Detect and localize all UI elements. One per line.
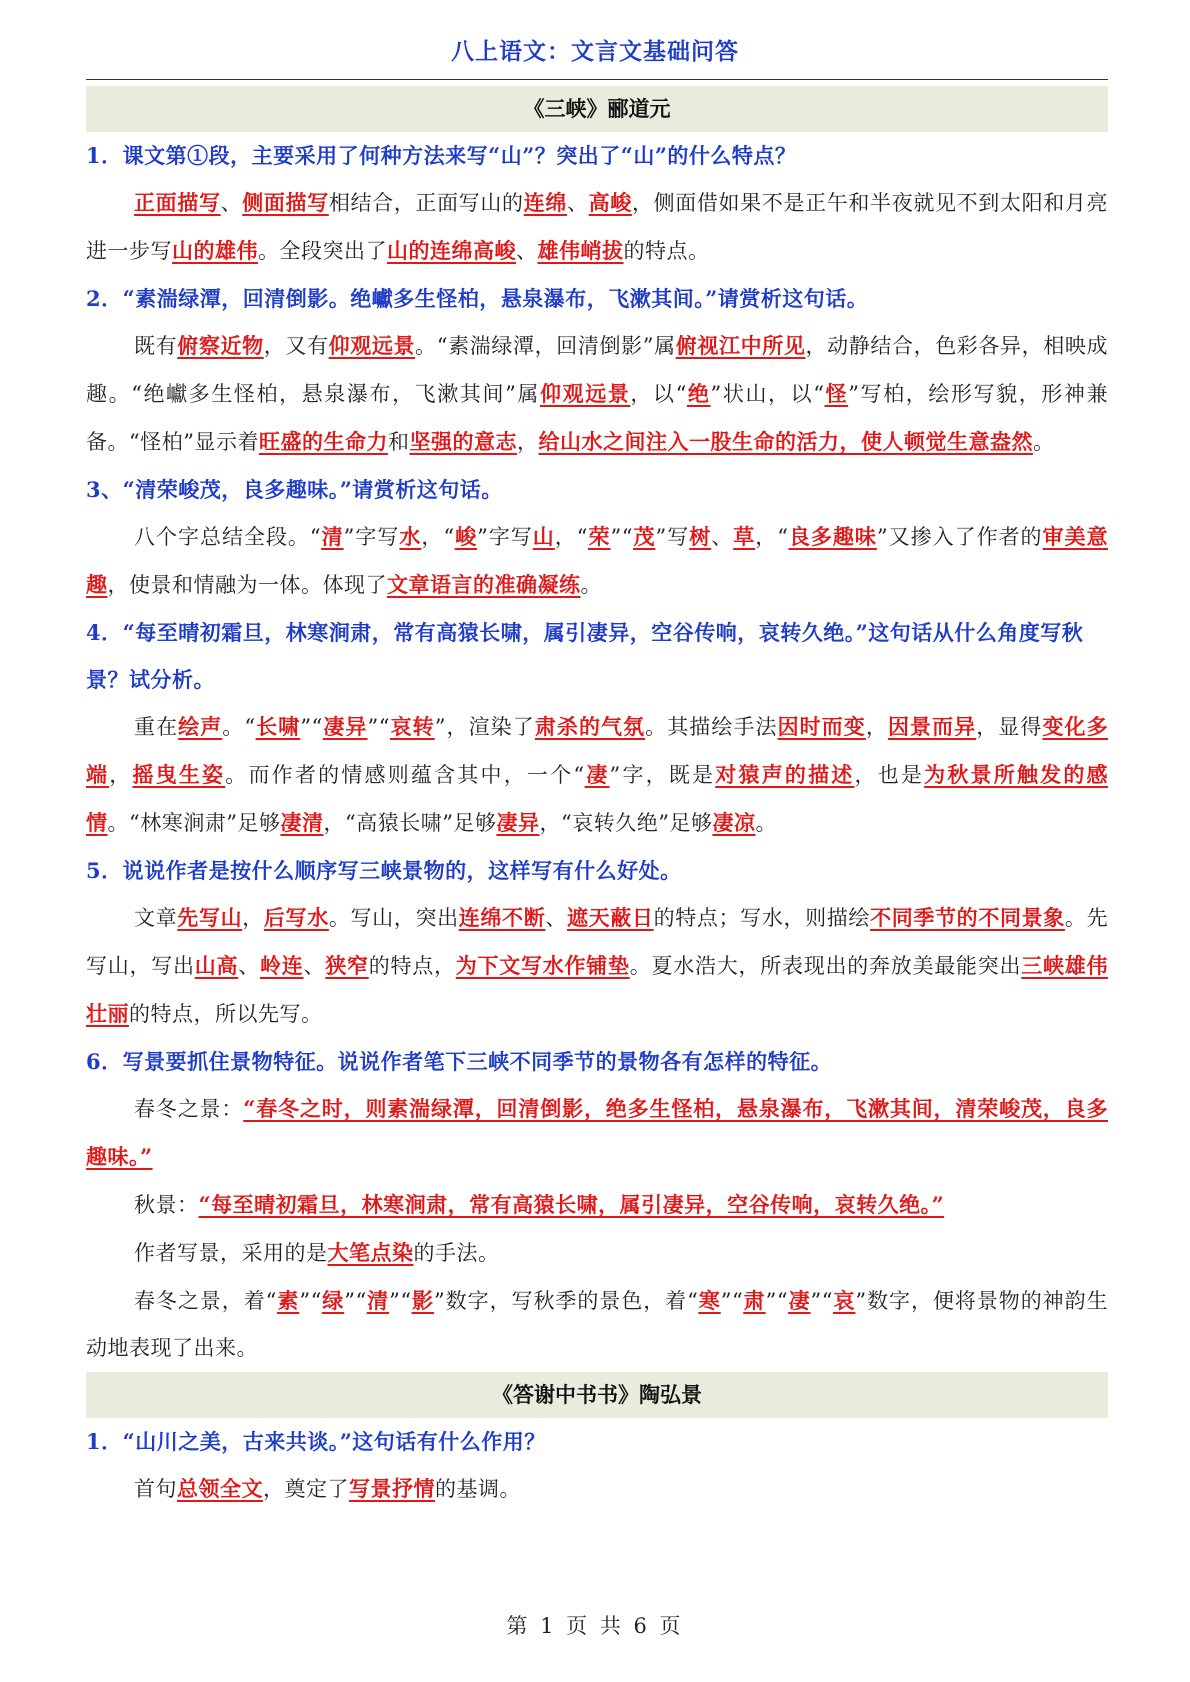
answer-text: 。“素湍绿潭，回清倒影”属 [415,334,676,358]
key-point: 仰观远景 [540,381,631,406]
answer-text: ， [242,906,264,930]
key-point: 哀 [833,1288,856,1313]
answer-text: 的特点；写水，则描绘 [653,906,871,930]
answer-text: 重在 [134,715,179,739]
answer-text: 文章 [134,906,178,930]
key-point: 荣 [588,524,611,549]
answer-paragraph [86,513,1108,609]
answer-text: 、 [516,239,538,263]
answer-paragraph [86,894,1108,1038]
key-point: 草 [733,524,756,549]
key-point: 坚强的意志 [409,429,517,454]
answer-text: ， [865,715,888,739]
answer-text: ，又有 [263,334,329,358]
answer-text: ”，渲染了 [434,715,535,739]
answer-text: ”“ [344,1289,367,1313]
key-point: 凄 [584,762,610,787]
key-point: 写景抒情 [349,1476,435,1501]
question: 1．课文第①段，主要采用了何种方法来写“山”？突出了“山”的什么特点？ [86,143,797,168]
answer-text: ”“ [389,1289,412,1313]
answer-text: 春冬之景： [134,1097,244,1121]
answer-text: 、 [566,191,589,215]
answer-text: 八个字总结全段。“ [134,525,322,549]
key-point: 长啸 [255,714,301,739]
answer-text: 。写山，突出 [328,906,459,930]
answer-text: ”状山，以“ [710,382,825,406]
answer-text: 的特点。 [623,239,710,263]
answer-text: ”“ [299,1289,322,1313]
key-point: 树 [689,524,712,549]
answer-text: 、 [303,954,326,978]
answer-text: ，“高猿长啸”足够 [323,811,497,835]
key-point: 影 [411,1288,434,1313]
answer-text: ”“ [300,715,323,739]
answer-text: ，“哀转久绝”足够 [539,811,713,835]
document-title: 八上语文：文言文基础问答 [451,38,739,65]
answer-paragraph [86,1085,1108,1181]
answer-text: ，动静结合，色彩各异，相映成趣。“绝巘多生怪柏，悬泉瀑布，飞漱其间”属 [86,334,1109,406]
answer-text: ，“ [755,525,789,549]
key-point: 绿 [321,1288,345,1313]
answer-text: 。而作者的情感则蕴含其中，一个“ [225,763,585,787]
key-point: 对猿声的描述 [715,762,855,787]
answer-text: ”写柏，绘形写貌，形神兼备。“怪柏”显示着 [86,382,1108,454]
key-point: 山 [532,524,555,549]
key-point: 凄凉 [712,810,756,835]
document-body [86,86,1108,1513]
key-point: 后写水 [263,905,329,930]
answer-text: ，也是 [854,763,925,787]
title-divider [86,79,1108,80]
page-footer: 第 1 页 共 6 页 [506,1614,684,1638]
answer-text: 、 [711,525,734,549]
answer-text: ”“ [610,525,633,549]
answer-text: 。“ [222,715,256,739]
key-point: 俯察近物 [177,333,264,358]
key-point: 山高 [194,953,239,978]
key-point: “春冬之时，则素湍绿潭，回清倒影，绝多生怪柏，悬泉瀑布，飞漱其间，清荣峻茂，良多趣味。” [86,1096,1109,1169]
answer-text: ”“ [720,1289,744,1313]
section-heading: 《三峡》郦道元 [86,86,1108,132]
answer-paragraph [86,322,1108,466]
answer-text: ”字写 [477,525,533,549]
key-point: 哀转 [390,714,435,739]
key-point: 雄伟峭拔 [537,238,624,263]
answer-paragraph [86,1465,1108,1513]
key-point: 为秋景所触发的感情 [86,762,1109,835]
key-point: 为下文写水作铺垫 [455,953,630,978]
answer-text: ， [516,430,539,454]
key-point: 文章语言的准确凝练 [387,572,581,597]
key-point: 高峻 [588,190,632,215]
answer-text: 既有 [134,334,178,358]
answer-text: ，显得 [976,715,1043,739]
section-heading: 《答谢中书书》陶弘景 [86,1372,1108,1418]
question: 2．“素湍绿潭，回清倒影。绝巘多生怪柏，悬泉瀑布，飞漱其间。”请赏析这句话。 [86,286,869,311]
key-point: 良多趣味 [788,524,877,549]
answer-text: 、 [545,906,567,930]
key-point: 审美意趣 [86,524,1109,597]
answer-paragraph [86,1181,1108,1229]
answer-text: 的特点，所以先写。 [129,1002,323,1026]
key-point: 寒 [698,1288,721,1313]
key-point: 摇曳生姿 [132,762,226,787]
answer-text: ， [109,763,133,787]
key-point: 峻 [454,524,478,549]
answer-paragraph [86,703,1108,847]
answer-text: 。夏水浩大，所表现出的奔放美最能突出 [629,954,1022,978]
question: 3、“清荣峻茂，良多趣味。”请赏析这句话。 [86,477,503,502]
key-point: 仰观远景 [328,333,416,358]
key-point: 岭连 [260,953,304,978]
answer-text: 。其描绘手法 [645,715,778,739]
question: 6．写景要抓住景物特征。说说作者笔下三峡不同季节的景物各有怎样的特征。 [86,1049,833,1074]
key-point: 凄 [788,1288,811,1313]
answer-text: 作者写景，采用的是 [134,1241,328,1265]
answer-text: ”“ [765,1289,789,1313]
answer-text: 春冬之景，着“ [134,1289,277,1313]
key-point: 肃杀的气氛 [534,714,646,739]
answer-text: ，以“ [630,382,687,406]
key-point: 素 [276,1288,300,1313]
answer-text: ”写 [655,525,690,549]
key-point: 清 [321,524,344,549]
key-point: 大笔点染 [327,1240,414,1265]
answer-text: 相结合，正面写山的 [328,191,524,215]
key-point: 遮天蔽日 [567,905,654,930]
key-point: 正面描写 [134,190,221,215]
answer-text: ，奠定了 [263,1477,349,1501]
answer-paragraph [86,1277,1108,1372]
answer-text: 。全段突出了 [258,239,387,263]
answer-text: 。先写山，写出 [86,906,1109,978]
key-point: 连绵 [523,190,567,215]
key-point: 怪 [824,381,849,406]
answer-text: 。 [580,573,602,597]
key-point: 不同季节的不同景象 [870,905,1065,930]
key-point: 连绵不断 [458,905,546,930]
answer-paragraph [86,179,1108,275]
answer-paragraph [86,1229,1108,1277]
key-point: 肃 [743,1288,766,1313]
answer-text: 。“林寒涧肃”足够 [107,811,281,835]
answer-text: ，使景和情融为一体。体现了 [107,573,387,597]
answer-text: ，“ [421,525,455,549]
key-point: 凄异 [496,810,540,835]
key-point: 俯视江中所见 [675,333,806,358]
answer-text: 的特点， [368,954,456,978]
question: 4．“每至晴初霜旦，林寒涧肃，常有高猿长啸，属引凄异，空谷传响，哀转久绝。”这句话从什么角度写秋景？试分析。 [86,620,1084,692]
key-point: 山的雄伟 [172,238,258,263]
answer-text: 和 [387,430,410,454]
key-point: 水 [399,524,422,549]
answer-text: ”字，既是 [609,763,716,787]
key-point: 山的连绵高峻 [387,238,516,263]
answer-text: ，侧面借如果不是正午和半夜就见不到太阳和月亮进一步写 [86,191,1109,263]
answer-text: 的手法。 [413,1241,500,1265]
answer-text: ”又掺入了作者的 [876,525,1043,549]
answer-text: 首句 [134,1477,177,1501]
answer-text: ”数字，写秋季的景色，着“ [434,1289,699,1313]
key-point: “每至晴初霜旦，林寒涧肃，常有高猿长啸，属引凄异，空谷传响，哀转久绝。” [198,1192,945,1217]
key-point: 侧面描写 [242,190,329,215]
answer-text: ”“ [367,715,390,739]
key-point: 总领全文 [177,1476,263,1501]
key-point: 清 [366,1288,390,1313]
key-point: 三峡雄伟壮丽 [86,953,1108,1026]
key-point: 绝 [686,381,711,406]
answer-text: 秋景： [134,1193,199,1217]
key-point: 茂 [633,524,656,549]
answer-text: ，“ [554,525,589,549]
answer-text: ”“ [810,1289,834,1313]
answer-text: 、 [220,191,243,215]
question: 1．“山川之美，古来共谈。”这句话有什么作用？ [86,1429,546,1454]
key-point: 凄异 [322,714,368,739]
answer-text: ”数字，便将景物的神韵生动地表现了出来。 [86,1289,1109,1360]
key-point: 变化多端 [86,714,1109,787]
answer-text: 。 [755,811,777,835]
key-point: 因时而变 [777,714,866,739]
key-point: 绘声 [178,714,223,739]
answer-text: ”字写 [343,525,400,549]
key-point: 先写山 [177,905,243,930]
key-point: 旺盛的生命力 [258,429,388,454]
key-point: 狭窄 [325,953,369,978]
answer-text: 。 [1032,430,1055,454]
answer-text: 、 [238,954,260,978]
key-point: 给山水之间注入一股生命的活力，使人顿觉生意盎然 [538,429,1033,454]
key-point: 凄清 [280,810,324,835]
answer-text: 的基调。 [435,1477,521,1501]
question: 5．说说作者是按什么顺序写三峡景物的，这样写有什么好处。 [86,858,682,883]
key-point: 因景而异 [887,714,977,739]
